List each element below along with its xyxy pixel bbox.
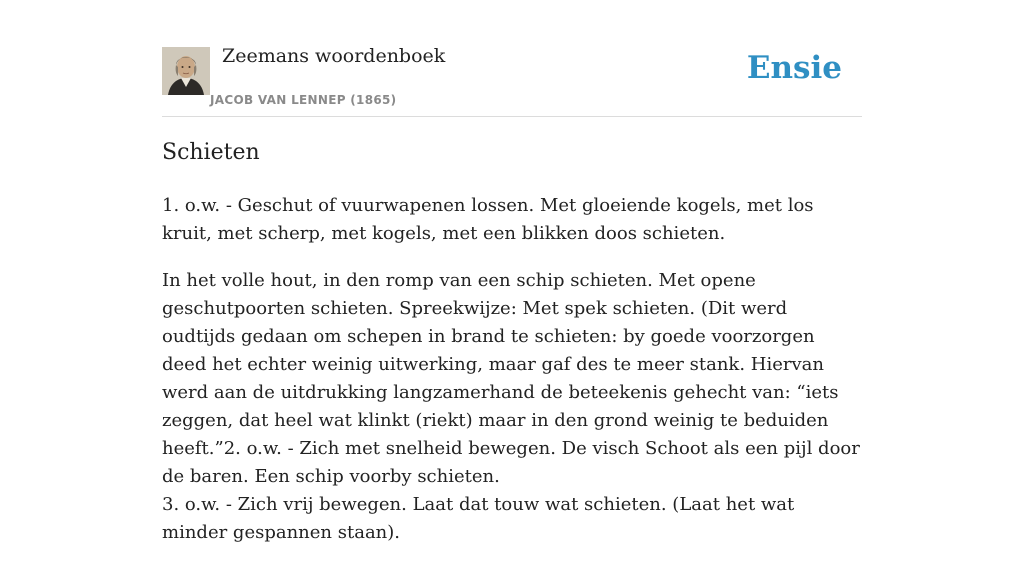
- author-portrait-icon[interactable]: [162, 47, 210, 95]
- entry-title: Schieten: [162, 140, 260, 165]
- author-label[interactable]: JACOB VAN LENNEP (1865): [210, 93, 397, 107]
- entry-paragraph: In het volle hout, in den romp van een schip schieten. Met opene geschutpoorten schieten. Spreekwijze: Met spek schieten. (Dit werd oudtijds gedaan om schepen in brand te schieten: by goede voorzorgen deed het echter weinig uitwerking, maar gaf des te meer stank. Hiervan werd aan de uitdrukking langzamerhand de beteekenis gehecht van: “iets zeggen, dat heel wat klinkt (riekt) maar in den grond weinig te beduiden heeft.”2. o.w. - Zich met snelheid bewegen. De visch Schoot als een pijl door de baren. Een schip voorby schieten. 3. o.w. - Zich vrij bewegen. Laat dat touw wat schieten. (Laat het wat minder gespannen staan).: [162, 270, 860, 543]
- ensie-logo[interactable]: Ensie: [746, 50, 842, 86]
- header: [162, 0, 862, 117]
- entry-paragraph: 1. o.w. - Geschut of vuurwapenen lossen. Met gloeiende kogels, met los kruit, met scherp, met kogels, met een blikken doos schieten.: [162, 195, 814, 244]
- entry-content: [162, 192, 864, 566]
- book-title[interactable]: Zeemans woordenboek: [222, 45, 446, 67]
